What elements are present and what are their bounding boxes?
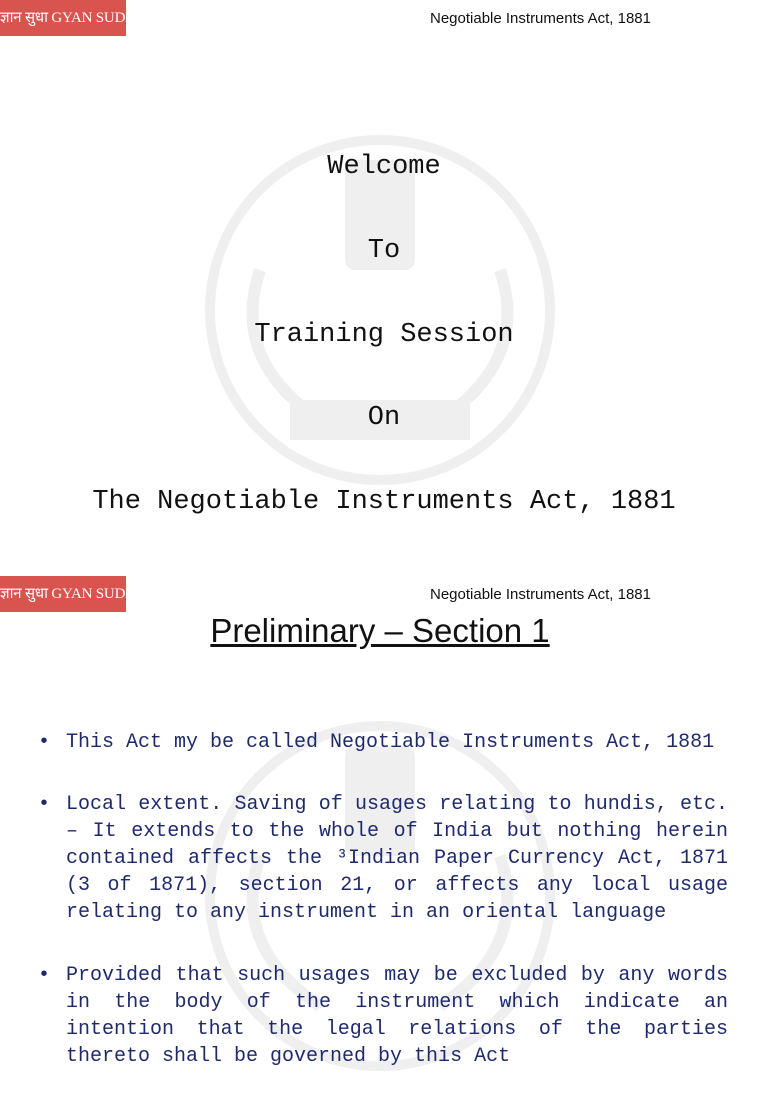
bullet-item: [38, 729, 728, 756]
bullet-item: [38, 791, 728, 926]
header-title: Negotiable Instruments Act, 1881: [430, 586, 651, 603]
bullet-dot-icon: •: [38, 964, 51, 987]
section-title: Preliminary – Section 1: [210, 612, 550, 649]
line-act-title: The Negotiable Instruments Act, 1881: [92, 487, 676, 517]
line-training-session: Training Session: [254, 320, 514, 350]
line-to: To: [367, 236, 401, 266]
header-title: Negotiable Instruments Act, 1881: [430, 10, 651, 27]
gyan-sudha-logo: ज्ञान सुधा GYAN SUDHA: [0, 0, 126, 36]
bullet-list: [38, 729, 728, 1106]
line-welcome: Welcome: [327, 152, 441, 182]
line-on: On: [367, 403, 401, 433]
bullet-item: [38, 962, 728, 1070]
bullet-dot-icon: •: [38, 731, 51, 754]
gyan-sudha-logo: ज्ञान सुधा GYAN SUDHA: [0, 576, 126, 612]
bullet-text: Local extent. Saving of usages relating to hundis, etc. – It extends to the whole of India but nothing herein contained affects the ³Indian Paper Currency Act, 1871 (3 of 1871), section 21, or affects any local usage relating to any instrument in an oriental language: [66, 793, 728, 924]
bullet-text: Provided that such usages may be excluded by any words in the body of the instrument which indicate an intention that the legal relations of the parties thereto shall be governed by this Act: [66, 964, 728, 1068]
bullet-text: This Act my be called Negotiable Instruments Act, 1881: [66, 731, 715, 754]
slide-2: [0, 576, 768, 1068]
bullet-dot-icon: •: [38, 793, 51, 816]
